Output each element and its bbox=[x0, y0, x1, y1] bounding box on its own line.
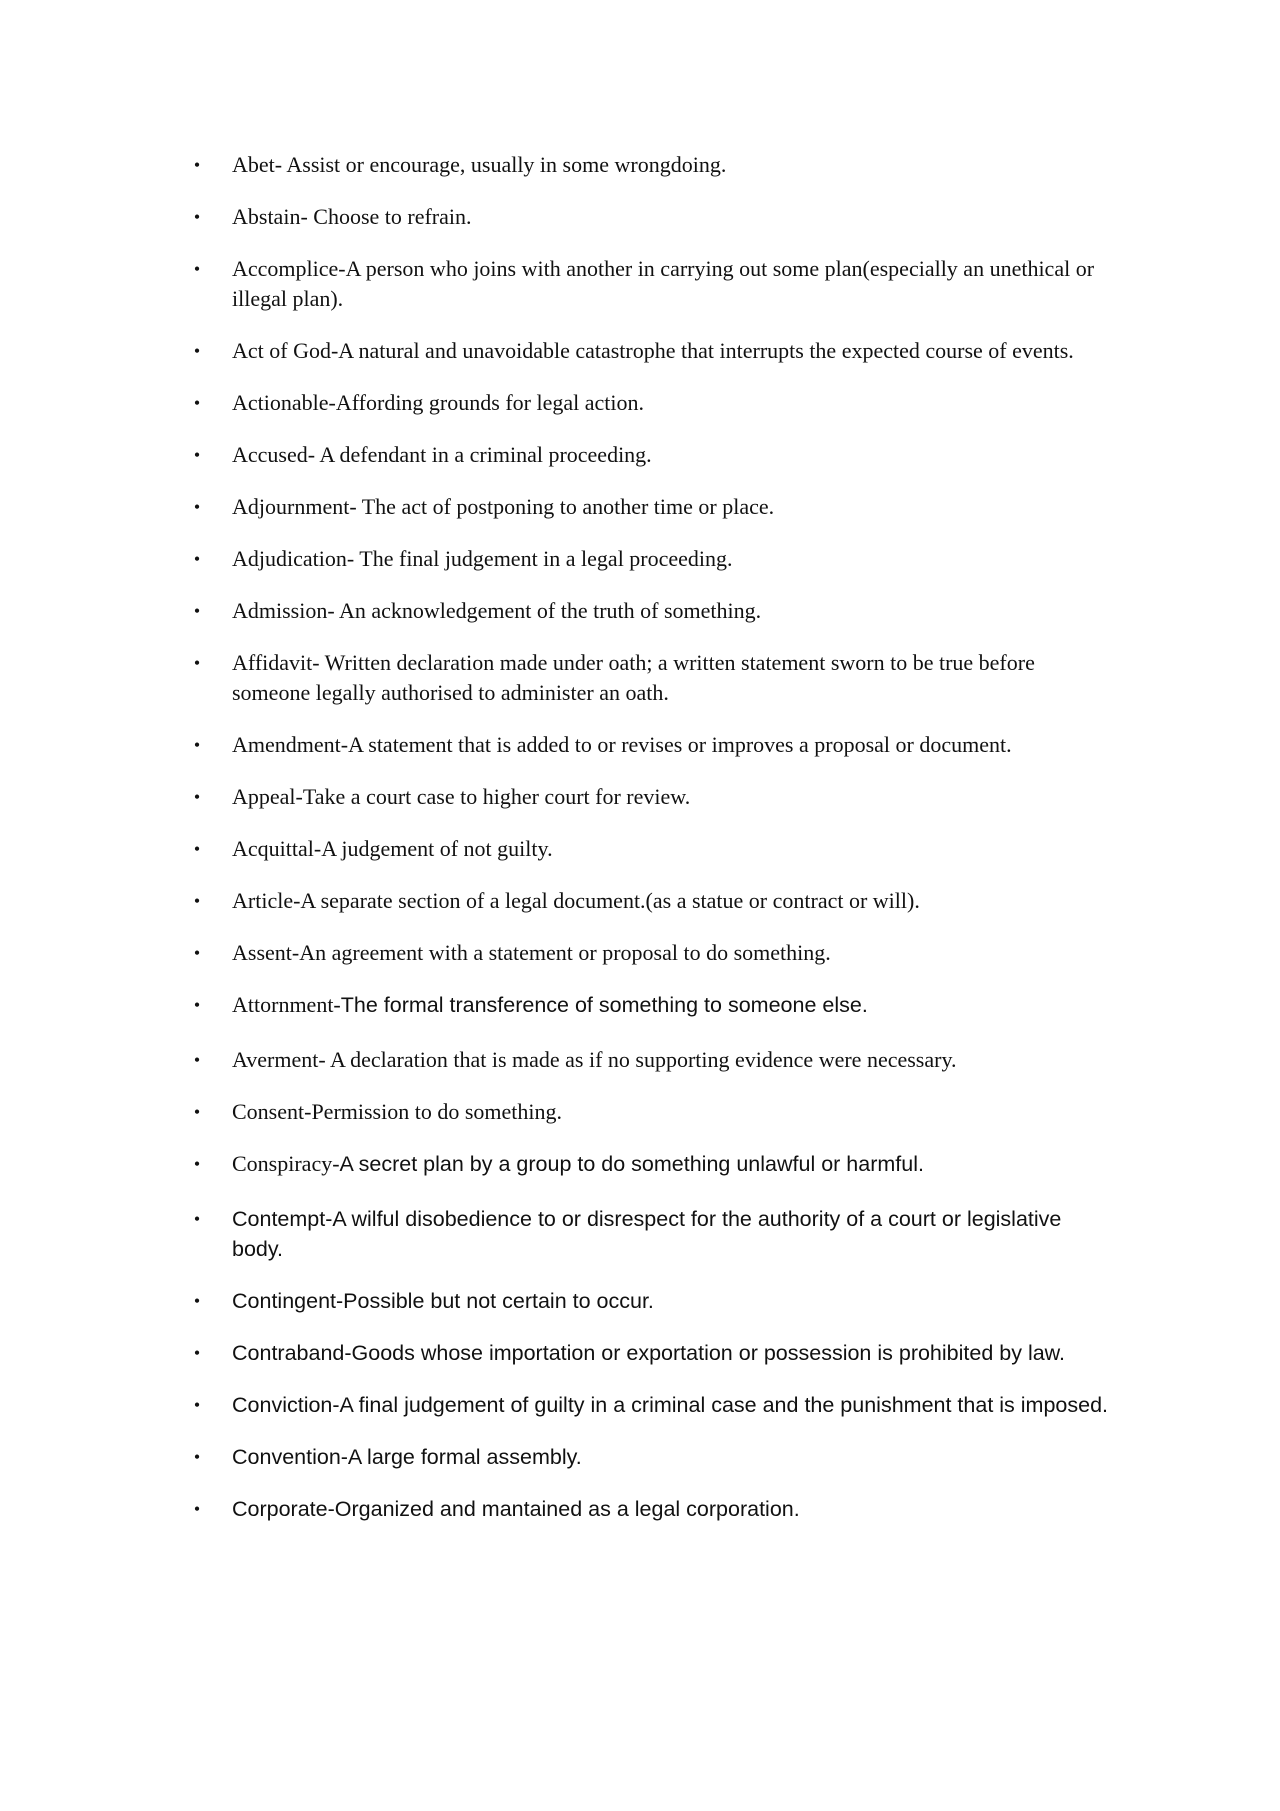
glossary-entry-text: Corporate-Organized and mantained as a legal corporation. bbox=[232, 1497, 800, 1521]
list-item bbox=[190, 1204, 1110, 1264]
glossary-entry-text: Accomplice-A person who joins with another in carrying out some plan(especially an unethical or illegal plan). bbox=[232, 256, 1095, 311]
list-item bbox=[190, 648, 1110, 708]
list-item bbox=[190, 1149, 1110, 1182]
list-item bbox=[190, 440, 1110, 470]
glossary-entry-text: Convention-A large formal assembly. bbox=[232, 1445, 582, 1469]
list-item bbox=[190, 1338, 1110, 1368]
bullet-icon: • bbox=[193, 995, 201, 1015]
glossary-entry-text: Contingent-Possible but not certain to occur. bbox=[232, 1289, 654, 1313]
bullet-icon: • bbox=[193, 497, 201, 517]
glossary-term: Conspiracy- bbox=[232, 1151, 340, 1176]
glossary-entry-text: Averment- A declaration that is made as if no supporting evidence were necessary. bbox=[232, 1047, 957, 1072]
bullet-icon: • bbox=[193, 943, 201, 963]
glossary-definition: The formal transference of something to someone else. bbox=[340, 993, 868, 1017]
list-item bbox=[190, 388, 1110, 418]
bullet-icon: • bbox=[193, 787, 201, 807]
glossary-entry-text: Acquittal-A judgement of not guilty. bbox=[232, 836, 553, 861]
glossary-entry-text: Actionable-Affording grounds for legal action. bbox=[232, 390, 644, 415]
glossary-entry-text: Abstain- Choose to refrain. bbox=[232, 204, 472, 229]
bullet-icon: • bbox=[193, 839, 201, 859]
glossary-entry-text: Admission- An acknowledgement of the truth of something. bbox=[232, 598, 762, 623]
list-item bbox=[190, 1494, 1110, 1524]
bullet-icon: • bbox=[193, 891, 201, 911]
list-item bbox=[190, 596, 1110, 626]
bullet-icon: • bbox=[193, 207, 201, 227]
bullet-icon: • bbox=[193, 653, 201, 673]
glossary-term: Attornment- bbox=[232, 992, 341, 1017]
list-item bbox=[190, 150, 1110, 180]
bullet-icon: • bbox=[193, 1154, 201, 1174]
list-item bbox=[190, 202, 1110, 232]
bullet-icon: • bbox=[193, 1102, 201, 1122]
list-item bbox=[190, 254, 1110, 314]
glossary-entry-text: Accused- A defendant in a criminal proceeding. bbox=[232, 442, 652, 467]
list-item bbox=[190, 544, 1110, 574]
list-item bbox=[190, 1442, 1110, 1472]
list-item bbox=[190, 1286, 1110, 1316]
bullet-icon: • bbox=[193, 549, 201, 569]
bullet-icon: • bbox=[193, 1499, 201, 1519]
glossary-entry-text: Consent-Permission to do something. bbox=[232, 1099, 562, 1124]
legal-glossary-list bbox=[190, 150, 1110, 1546]
bullet-icon: • bbox=[193, 155, 201, 175]
list-item bbox=[190, 834, 1110, 864]
list-item bbox=[190, 990, 1110, 1023]
bullet-icon: • bbox=[193, 445, 201, 465]
glossary-entry-text: Adjudication- The final judgement in a legal proceeding. bbox=[232, 546, 733, 571]
glossary-entry-text: Affidavit- Written declaration made under oath; a written statement sworn to be true before someone legally authorised to administer an oath. bbox=[232, 650, 1035, 705]
list-item bbox=[190, 938, 1110, 968]
glossary-entry-text: Act of God-A natural and unavoidable catastrophe that interrupts the expected course of events. bbox=[232, 338, 1074, 363]
bullet-icon: • bbox=[193, 1291, 201, 1311]
bullet-icon: • bbox=[193, 601, 201, 621]
glossary-entry-text: Article-A separate section of a legal document.(as a statue or contract or will). bbox=[232, 888, 920, 913]
glossary-entry-text: Amendment-A statement that is added to or revises or improves a proposal or document. bbox=[232, 732, 1012, 757]
bullet-icon: • bbox=[193, 393, 201, 413]
list-item bbox=[190, 492, 1110, 522]
glossary-entry-text: Abet- Assist or encourage, usually in some wrongdoing. bbox=[232, 152, 727, 177]
bullet-icon: • bbox=[193, 259, 201, 279]
bullet-icon: • bbox=[193, 1050, 201, 1070]
bullet-icon: • bbox=[193, 1395, 201, 1415]
bullet-icon: • bbox=[193, 1209, 201, 1229]
glossary-entry-text: Assent-An agreement with a statement or proposal to do something. bbox=[232, 940, 831, 965]
list-item bbox=[190, 336, 1110, 366]
glossary-entry-text: Adjournment- The act of postponing to another time or place. bbox=[232, 494, 775, 519]
bullet-icon: • bbox=[193, 735, 201, 755]
list-item bbox=[190, 730, 1110, 760]
glossary-entry-text: Appeal-Take a court case to higher court for review. bbox=[232, 784, 691, 809]
list-item bbox=[190, 1097, 1110, 1127]
list-item bbox=[190, 782, 1110, 812]
glossary-entry-text: Contraband-Goods whose importation or exportation or possession is prohibited by law. bbox=[232, 1341, 1065, 1365]
bullet-icon: • bbox=[193, 1343, 201, 1363]
list-item bbox=[190, 1045, 1110, 1075]
bullet-icon: • bbox=[193, 1447, 201, 1467]
glossary-entry-text: Conviction-A final judgement of guilty in a criminal case and the punishment that is imposed. bbox=[232, 1393, 1108, 1417]
glossary-entry-text bbox=[232, 990, 1110, 1023]
glossary-definition: A secret plan by a group to do something unlawful or harmful. bbox=[339, 1152, 924, 1176]
bullet-icon: • bbox=[193, 341, 201, 361]
list-item bbox=[190, 1390, 1110, 1420]
glossary-entry-text: Contempt-A wilful disobedience to or disrespect for the authority of a court or legislative body. bbox=[232, 1207, 1062, 1261]
glossary-entry-text bbox=[232, 1149, 1110, 1182]
list-item bbox=[190, 886, 1110, 916]
